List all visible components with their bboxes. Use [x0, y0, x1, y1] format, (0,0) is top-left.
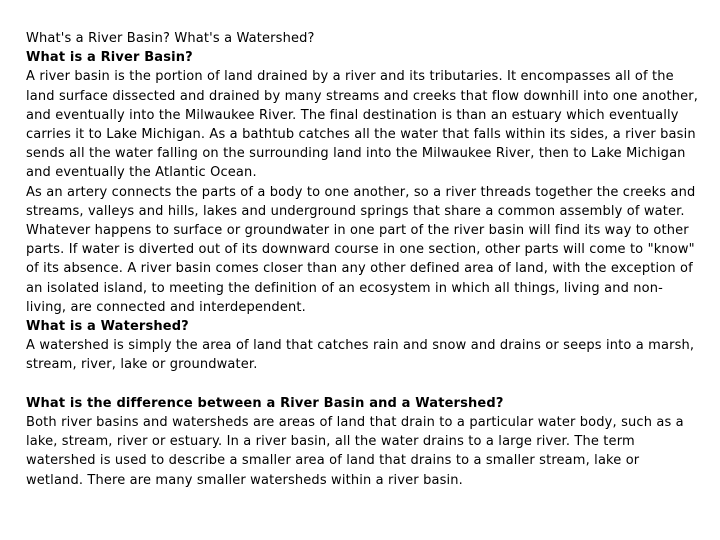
heading-difference: What is the difference between a River Basin and a Watershed? [26, 395, 504, 411]
paragraph-spacer [26, 375, 698, 394]
paragraph-watershed-definition: A watershed is simply the area of land that catches rain and snow and drains or seeps into a marsh, stream, river, lake or groundwater. [26, 338, 695, 373]
document-body [26, 29, 698, 490]
heading-river-basin: What is a River Basin? [26, 50, 193, 66]
paragraph-river-basin-artery: As an artery connects the parts of a body to one another, so a river threads together the creeks and streams, valleys and hills, lakes and underground springs that share a common assembly of water. Whatever happens to surface or groundwater in one part of the river basin will find its way to other parts. If water is diverted out of its downward course in one section, other parts will come to "know" of its absence. A river basin comes closer than any other defined area of land, with the exception of an isolated island, to meeting the definition of an ecosystem in which all things, living and non-living, are connected and interdependent. [26, 184, 696, 315]
heading-watershed: What is a Watershed? [26, 319, 189, 335]
paragraph-river-basin-definition: A river basin is the portion of land drained by a river and its tributaries. It encompasses all of the land surface dissected and drained by many streams and creeks that flow downhill into one another, and eventually into the Milwaukee River. The final destination is than an estuary which eventually carries it to Lake Michigan. As a bathtub catches all the water that falls within its sides, a river basin sends all the water falling on the surrounding land into the Milwaukee River, then to Lake Michigan and eventually the Atlantic Ocean. [26, 69, 699, 181]
document-title: What's a River Basin? What's a Watershed? [26, 31, 315, 46]
paragraph-difference: Both river basins and watersheds are areas of land that drain to a particular water body, such as a lake, stream, river or estuary. In a river basin, all the water drains to a large river. The term watershed is used to describe a smaller area of land that drains to a smaller stream, lake or wetland. There are many smaller watersheds within a river basin. [26, 415, 684, 488]
